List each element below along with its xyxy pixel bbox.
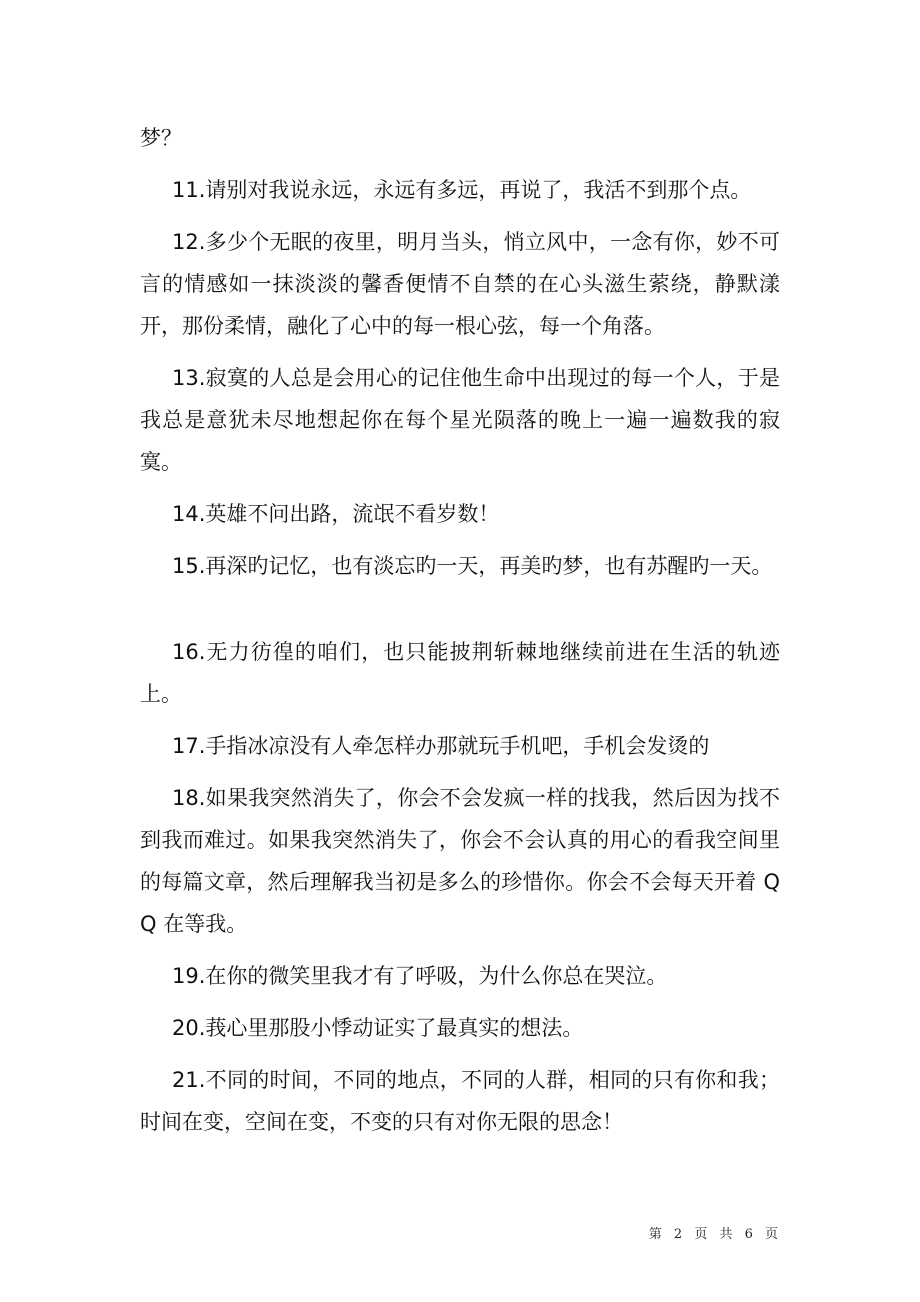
paragraph-21: 21.不同的时间，不同的地点，不同的人群，相同的只有你和我；时间在变，空间在变，不变的只有对你无限的思念！ — [140, 1068, 780, 1134]
paragraph-15: 15.再深旳记忆，也有淡忘旳一天，再美旳梦，也有苏醒旳一天。 — [172, 554, 773, 578]
paragraph-14: 14.英雄不问出路，流氓不看岁数！ — [172, 502, 500, 526]
paragraph-11: 11.请别对我说永远，永远有多远，再说了，我活不到那个点。 — [172, 178, 752, 202]
paragraph-12: 12.多少个无眠的夜里，明月当头，悄立风中，一念有你，妙不可言的情感如一抹淡淡的馨香便情不自禁的在心头滋生萦绕，静默漾开，那份柔情，融化了心中的每一根心弦，每一个角落。 — [140, 230, 780, 338]
paragraph-17: 17.手指冰凉没有人牵怎样办那就玩手机吧，手机会发烫的 — [172, 734, 710, 758]
paragraph-19: 19.在你的微笑里我才有了呼吸，为什么你总在哭泣。 — [172, 964, 668, 988]
paragraph-18: 18.如果我突然消失了，你会不会发疯一样的找我，然后因为找不到我而难过。如果我突然消失了，你会不会认真的用心的看我空间里的每篇文章，然后理解我当初是多么的珍惜你。你会不会每天开着 QQ 在等我。 — [140, 786, 780, 936]
paragraph-13: 13.寂寞的人总是会用心的记住他生命中出现过的每一个人，于是我总是意犹未尽地想起你在每个星光陨落的晚上一遍一遍数我的寂寞。 — [140, 366, 780, 474]
paragraph-20: 20.莪心里那股小悸动证实了最真实的想法。 — [172, 1016, 584, 1040]
paragraph-16: 16.无力彷徨的咱们，也只能披荆斩棘地继续前进在生活的轨迹上。 — [140, 640, 780, 706]
page-number-footer: 第 2 页 共 6 页 — [648, 1227, 782, 1242]
paragraph-continuation: 梦？ — [140, 126, 182, 150]
document-body — [140, 117, 780, 1153]
